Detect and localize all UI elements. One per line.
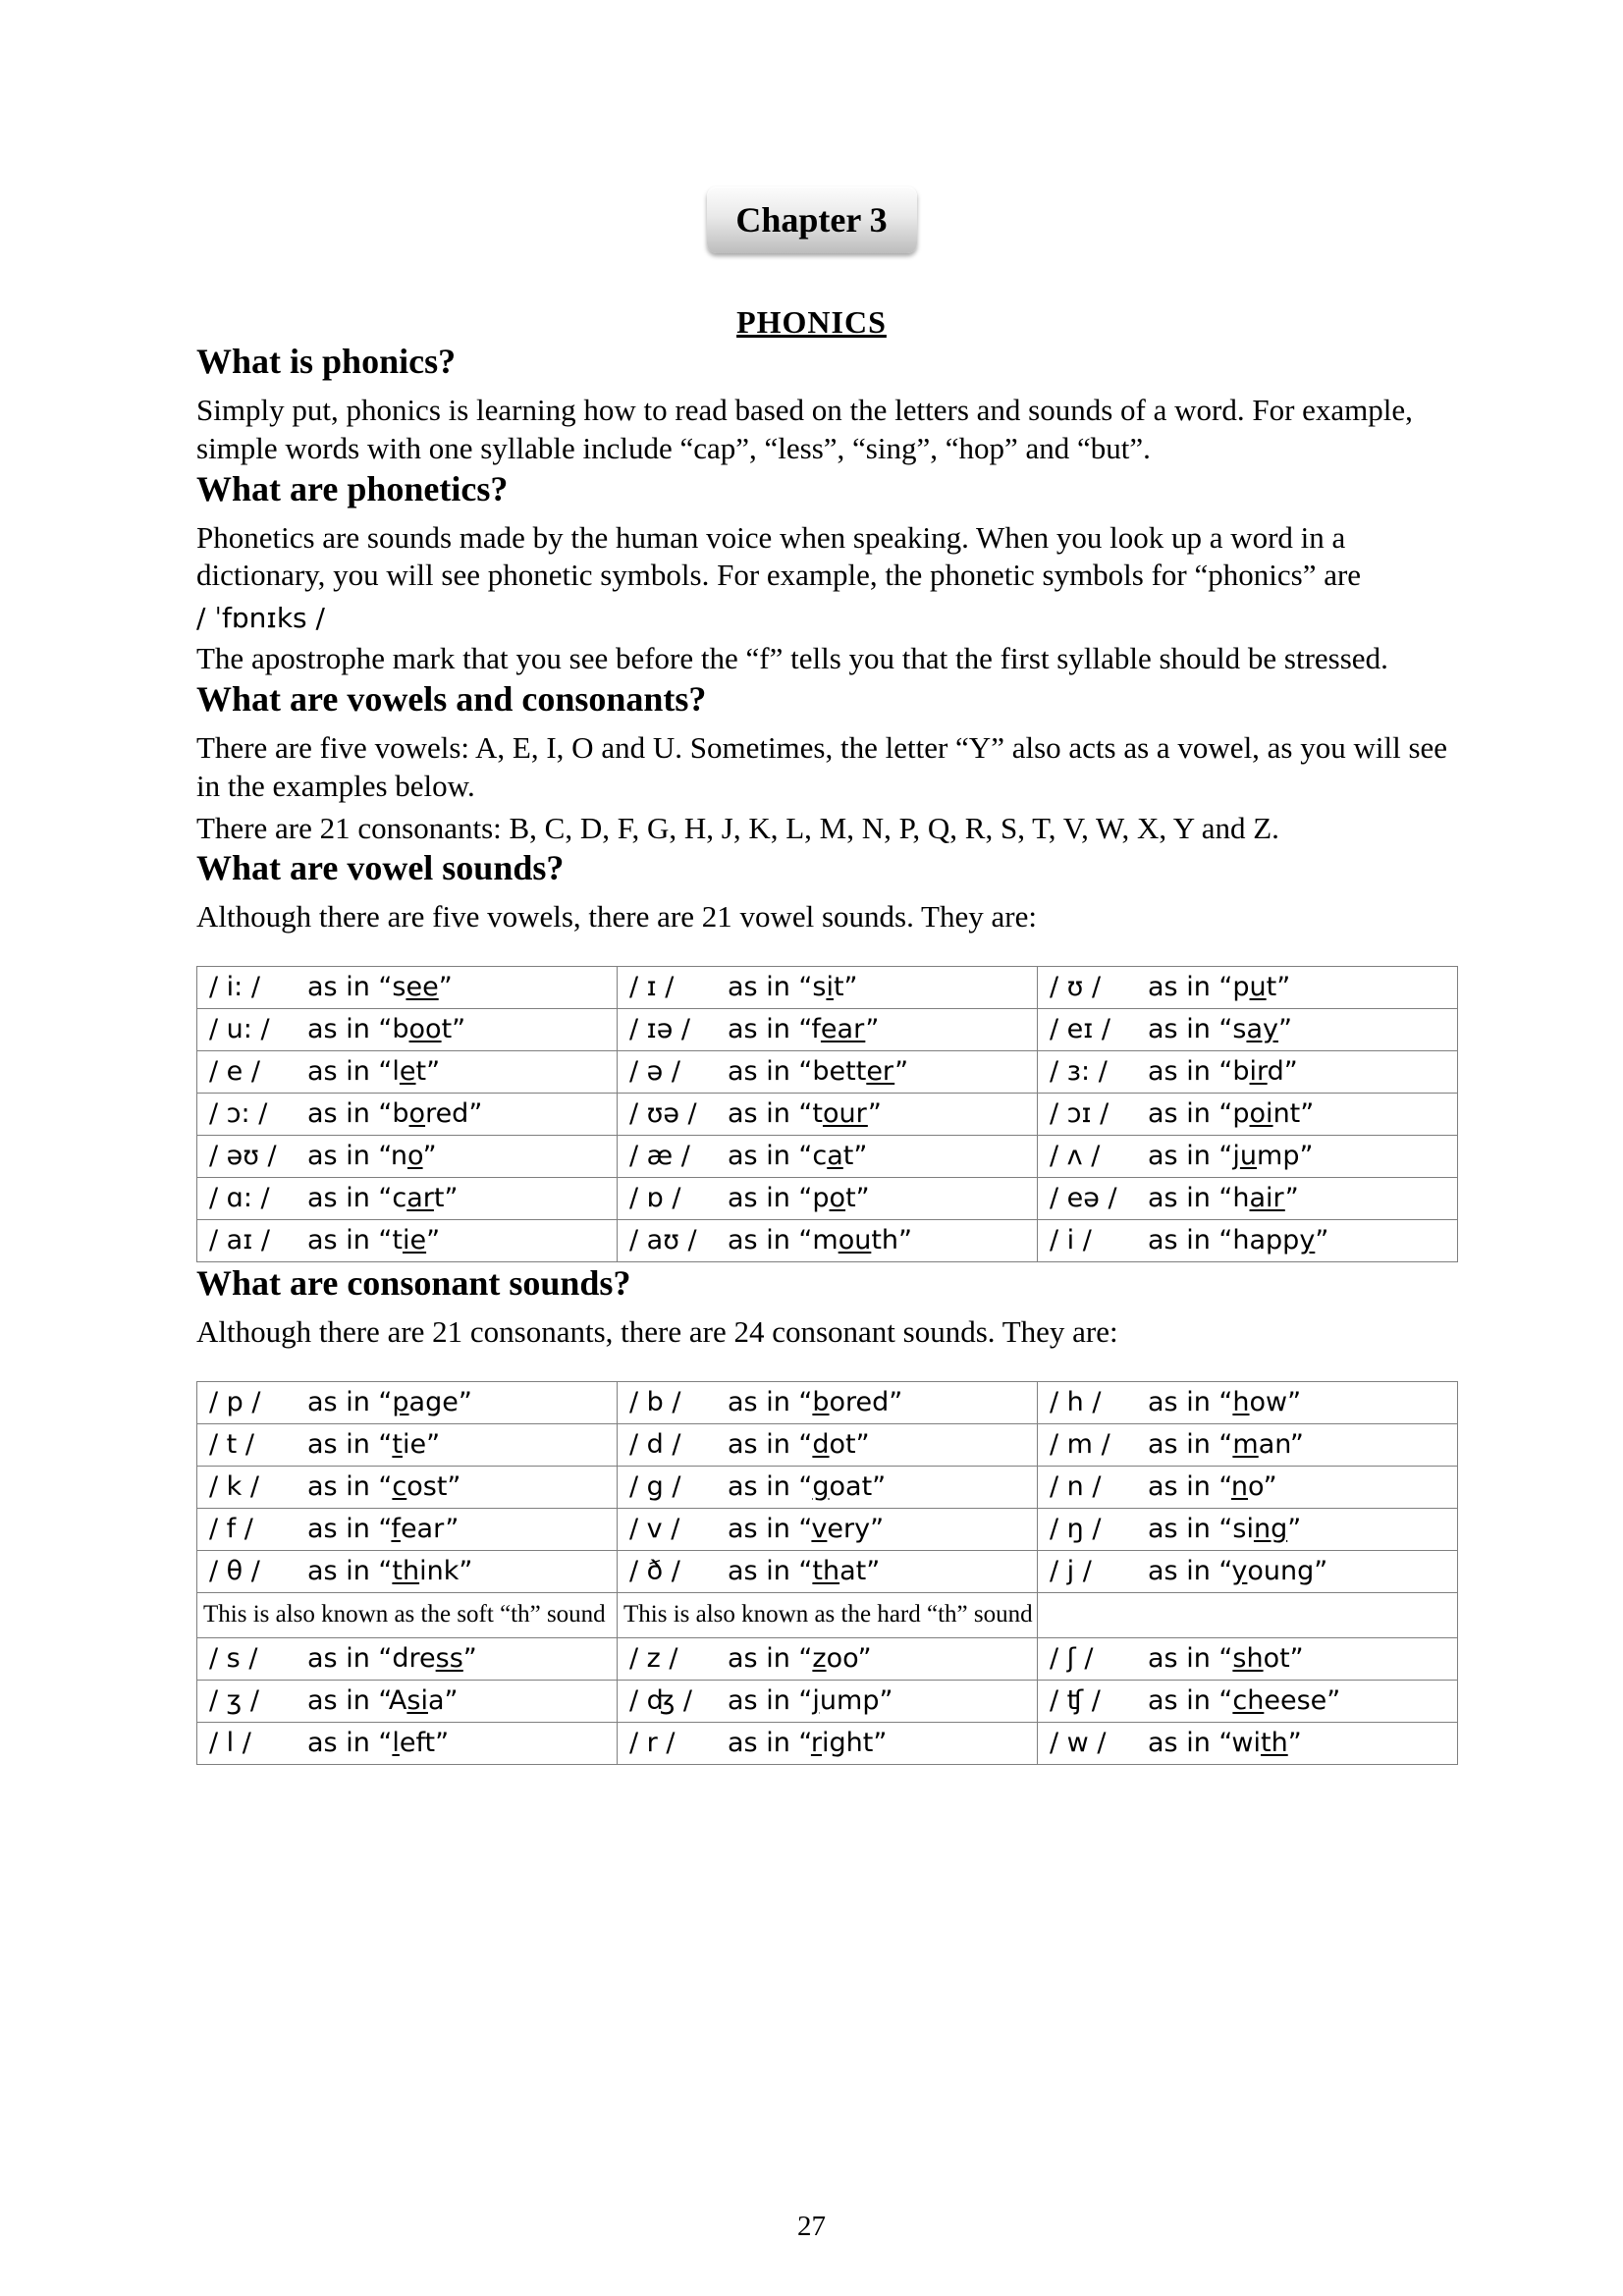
example-word: as in “tour” (728, 1098, 882, 1130)
example-word: as in “tie” (307, 1428, 441, 1460)
phoneme-cell (1038, 1423, 1458, 1466)
table-row (197, 1466, 1458, 1508)
consonant-sounds-table-body (197, 1381, 1458, 1764)
example-word: as in “fear” (728, 1014, 880, 1045)
phonetic-symbol: / ɪ / (629, 972, 675, 1003)
phonetic-symbol: / ɒ / (629, 1183, 681, 1214)
phonetic-transcription: / ˈfɒnɪks / (196, 602, 325, 634)
example-word: as in “left” (307, 1727, 450, 1758)
phoneme-cell (1038, 1136, 1458, 1178)
example-word: as in “no” (307, 1141, 437, 1172)
phonetic-symbol: / g / (629, 1470, 681, 1502)
phoneme-cell (1038, 1094, 1458, 1136)
example-word: as in “cat” (728, 1141, 868, 1172)
phoneme-cell (197, 967, 618, 1009)
phonetic-symbol: / f / (209, 1513, 253, 1544)
table-row (197, 1722, 1458, 1764)
phonetic-symbol: / h / (1050, 1386, 1102, 1417)
phonetic-symbol: / ə / (629, 1056, 680, 1088)
phoneme-cell (618, 1051, 1038, 1094)
phoneme-cell (1038, 1220, 1458, 1262)
table-row (197, 1136, 1458, 1178)
paragraph-consonants: There are 21 consonants: B, C, D, F, G, H, J, K, L, M, N, P, Q, R, S, T, V, W, X, Y and Z. (196, 810, 1279, 845)
table-row (197, 1094, 1458, 1136)
content (0, 341, 1623, 1765)
phonetic-symbol: / p / (209, 1386, 261, 1417)
example-word: as in “sing” (1148, 1513, 1302, 1544)
phonetic-symbol: / m / (1050, 1428, 1110, 1460)
table-row (197, 1423, 1458, 1466)
example-word: as in “put” (1148, 972, 1291, 1003)
example-word: as in “better” (728, 1056, 909, 1088)
example-word: as in “jump” (728, 1684, 893, 1716)
phoneme-cell (1038, 1466, 1458, 1508)
phonetic-symbol: / s / (209, 1642, 258, 1674)
table-row (197, 1051, 1458, 1094)
page-number: 27 (797, 2211, 826, 2242)
example-word: as in “jump” (1148, 1141, 1314, 1172)
example-word: as in “goat” (728, 1470, 887, 1502)
example-word: as in “see” (307, 972, 453, 1003)
phonetic-symbol: / ɜ: / (1050, 1056, 1108, 1088)
phonetic-symbol: / θ / (209, 1555, 260, 1586)
example-word: as in “cheese” (1148, 1684, 1341, 1716)
phonetic-symbol: / ɑ: / (209, 1183, 270, 1214)
example-word: as in “point” (1148, 1098, 1315, 1130)
phoneme-cell (197, 1136, 618, 1178)
phoneme-cell (197, 1466, 618, 1508)
phonetic-symbol: / aʊ / (629, 1225, 697, 1256)
phoneme-cell (618, 1466, 1038, 1508)
phoneme-cell (197, 1508, 618, 1550)
paragraph-vowels: There are five vowels: A, E, I, O and U. Sometimes, the letter “Y” also acts as a vowel, as you will see in the examples below. (196, 730, 1448, 803)
phonetic-symbol: / i: / (209, 972, 260, 1003)
phonetic-symbol: / ð / (629, 1555, 680, 1586)
phoneme-cell (1038, 1508, 1458, 1550)
example-word: as in “shot” (1148, 1642, 1304, 1674)
table-note-row (197, 1592, 1458, 1637)
th-sound-note: This is also known as the hard “th” sound (618, 1592, 1038, 1637)
phoneme-cell (197, 1051, 618, 1094)
table-row (197, 1637, 1458, 1680)
phoneme-cell (1038, 1637, 1458, 1680)
phoneme-cell (618, 1220, 1038, 1262)
table-row (197, 1178, 1458, 1220)
example-word: as in “how” (1148, 1386, 1302, 1417)
example-word: as in “very” (728, 1513, 885, 1544)
phonetic-symbol: / eɪ / (1050, 1014, 1111, 1045)
phonetic-symbol: / n / (1050, 1470, 1102, 1502)
phoneme-cell (197, 1680, 618, 1722)
example-word: as in “right” (728, 1727, 888, 1758)
vowel-sounds-table-body (197, 967, 1458, 1262)
phoneme-cell (618, 1009, 1038, 1051)
phonetic-symbol: / æ / (629, 1141, 690, 1172)
phoneme-cell (618, 1680, 1038, 1722)
phoneme-cell (197, 1423, 618, 1466)
phoneme-cell (618, 1094, 1038, 1136)
table-row (197, 1508, 1458, 1550)
example-word: as in “happy” (1148, 1225, 1329, 1256)
example-word: as in “no” (1148, 1470, 1277, 1502)
phonetic-symbol: / ʤ / (629, 1684, 692, 1716)
example-word: as in “mouth” (728, 1225, 913, 1256)
paragraph-consonant-sounds-intro: Although there are 21 consonants, there are 24 consonant sounds. They are: (196, 1314, 1118, 1350)
phoneme-cell (1038, 1051, 1458, 1094)
example-word: as in “that” (728, 1555, 881, 1586)
phonetic-symbol: / i / (1050, 1225, 1092, 1256)
table-row (197, 1680, 1458, 1722)
example-word: as in “dot” (728, 1428, 870, 1460)
phonetic-symbol: / z / (629, 1642, 678, 1674)
phonetic-symbol: / ɪə / (629, 1014, 691, 1045)
example-word: as in “with” (1148, 1727, 1302, 1758)
phoneme-cell (197, 1094, 618, 1136)
example-word: as in “dress” (307, 1642, 477, 1674)
phonetic-symbol: / v / (629, 1513, 680, 1544)
phoneme-cell (618, 1550, 1038, 1592)
phoneme-cell (1038, 1009, 1458, 1051)
phonetic-symbol: / d / (629, 1428, 681, 1460)
phoneme-cell (197, 1550, 618, 1592)
phonetic-symbol: / ŋ / (1050, 1513, 1102, 1544)
section-heading-what-are-phonetics: What are phonetics? (196, 468, 509, 508)
example-word: as in “bored” (728, 1386, 903, 1417)
paragraph-what-is-phonics: Simply put, phonics is learning how to read based on the letters and sounds of a word. For example, simple words with one syllable include “cap”, “less”, “sing”, “hop” and “but”. (196, 393, 1413, 465)
phonetic-symbol: / w / (1050, 1727, 1107, 1758)
phonetic-symbol: / b / (629, 1386, 681, 1417)
th-sound-note: This is also known as the soft “th” sound (197, 1592, 618, 1637)
table-row (197, 1009, 1458, 1051)
phoneme-cell (1038, 1178, 1458, 1220)
example-word: as in “zoo” (728, 1642, 872, 1674)
example-word: as in “bird” (1148, 1056, 1298, 1088)
phoneme-cell (618, 1381, 1038, 1423)
phoneme-cell (1038, 967, 1458, 1009)
phoneme-cell (618, 1136, 1038, 1178)
phoneme-cell (197, 1381, 618, 1423)
phonetic-symbol: / ɔɪ / (1050, 1098, 1109, 1130)
phoneme-cell (618, 1508, 1038, 1550)
th-sound-note (1038, 1592, 1458, 1637)
paragraph-phonetics-intro: Phonetics are sounds made by the human voice when speaking. When you look up a word in a dictionary, you will see phonetic symbols. For example, the phonetic symbols for “phonics” are (196, 519, 1362, 593)
phoneme-cell (197, 1009, 618, 1051)
phonetic-symbol: / ʊə / (629, 1098, 697, 1130)
phoneme-cell (197, 1220, 618, 1262)
consonant-sounds-table (196, 1381, 1458, 1765)
phoneme-cell (1038, 1680, 1458, 1722)
phonetic-symbol: / ʌ / (1050, 1141, 1101, 1172)
table-row (197, 1220, 1458, 1262)
phonetic-symbol: / eə / (1050, 1183, 1117, 1214)
phonetic-symbol: / ʊ / (1050, 972, 1102, 1003)
phonetic-symbol: / ʃ / (1050, 1642, 1094, 1674)
example-word: as in “pot” (728, 1183, 870, 1214)
example-word: as in “fear” (307, 1513, 460, 1544)
phonetic-symbol: / ɔ: / (209, 1098, 268, 1130)
phonetic-symbol: / e / (209, 1056, 260, 1088)
example-word: as in “Asia” (307, 1684, 459, 1716)
chapter-badge: Chapter 3 (707, 187, 917, 253)
phoneme-cell (197, 1178, 618, 1220)
example-word: as in “bored” (307, 1098, 483, 1130)
example-word: as in “page” (307, 1386, 472, 1417)
phonetic-symbol: / t / (209, 1428, 254, 1460)
paragraph-phonetics-stress: The apostrophe mark that you see before the “f” tells you that the first syllable should be stressed. (196, 641, 1388, 676)
phonetic-symbol: / r / (629, 1727, 676, 1758)
section-heading-vowels-consonants: What are vowels and consonants? (196, 679, 707, 720)
example-word: as in “tie” (307, 1225, 441, 1256)
phoneme-cell (197, 1722, 618, 1764)
phonetic-symbol: / u: / (209, 1014, 270, 1045)
phoneme-cell (618, 1423, 1038, 1466)
example-word: as in “let” (307, 1056, 441, 1088)
example-word: as in “say” (1148, 1014, 1292, 1045)
phoneme-cell (618, 1178, 1038, 1220)
section-heading-what-is-phonics: What is phonics? (196, 342, 457, 381)
vowel-sounds-table (196, 966, 1458, 1262)
phoneme-cell (618, 967, 1038, 1009)
phoneme-cell (1038, 1550, 1458, 1592)
phonetic-symbol: / ʧ / (1050, 1684, 1101, 1716)
example-word: as in “cart” (307, 1183, 459, 1214)
section-heading-consonant-sounds: What are consonant sounds? (196, 1263, 631, 1304)
example-word: as in “man” (1148, 1428, 1304, 1460)
example-word: as in “boot” (307, 1014, 466, 1045)
phonetic-symbol: / aɪ / (209, 1225, 270, 1256)
phonetic-symbol: / j / (1050, 1555, 1092, 1586)
phonetic-symbol: / ʒ / (209, 1684, 259, 1716)
table-row (197, 967, 1458, 1009)
phoneme-cell (618, 1722, 1038, 1764)
example-word: as in “sit” (728, 972, 858, 1003)
phonetic-symbol: / k / (209, 1470, 259, 1502)
phoneme-cell (1038, 1381, 1458, 1423)
table-row (197, 1550, 1458, 1592)
example-word: as in “hair” (1148, 1183, 1299, 1214)
table-row (197, 1381, 1458, 1423)
example-word: as in “cost” (307, 1470, 461, 1502)
phonetic-symbol: / əʊ / (209, 1141, 277, 1172)
phonetic-symbol: / l / (209, 1727, 251, 1758)
example-word: as in “think” (307, 1555, 473, 1586)
phoneme-cell (618, 1637, 1038, 1680)
section-heading-vowel-sounds: What are vowel sounds? (196, 848, 565, 888)
phoneme-cell (197, 1637, 618, 1680)
example-word: as in “young” (1148, 1555, 1328, 1586)
document-title: PHONICS (736, 304, 887, 340)
phoneme-cell (1038, 1722, 1458, 1764)
paragraph-vowel-sounds-intro: Although there are five vowels, there are 21 vowel sounds. They are: (196, 899, 1037, 934)
